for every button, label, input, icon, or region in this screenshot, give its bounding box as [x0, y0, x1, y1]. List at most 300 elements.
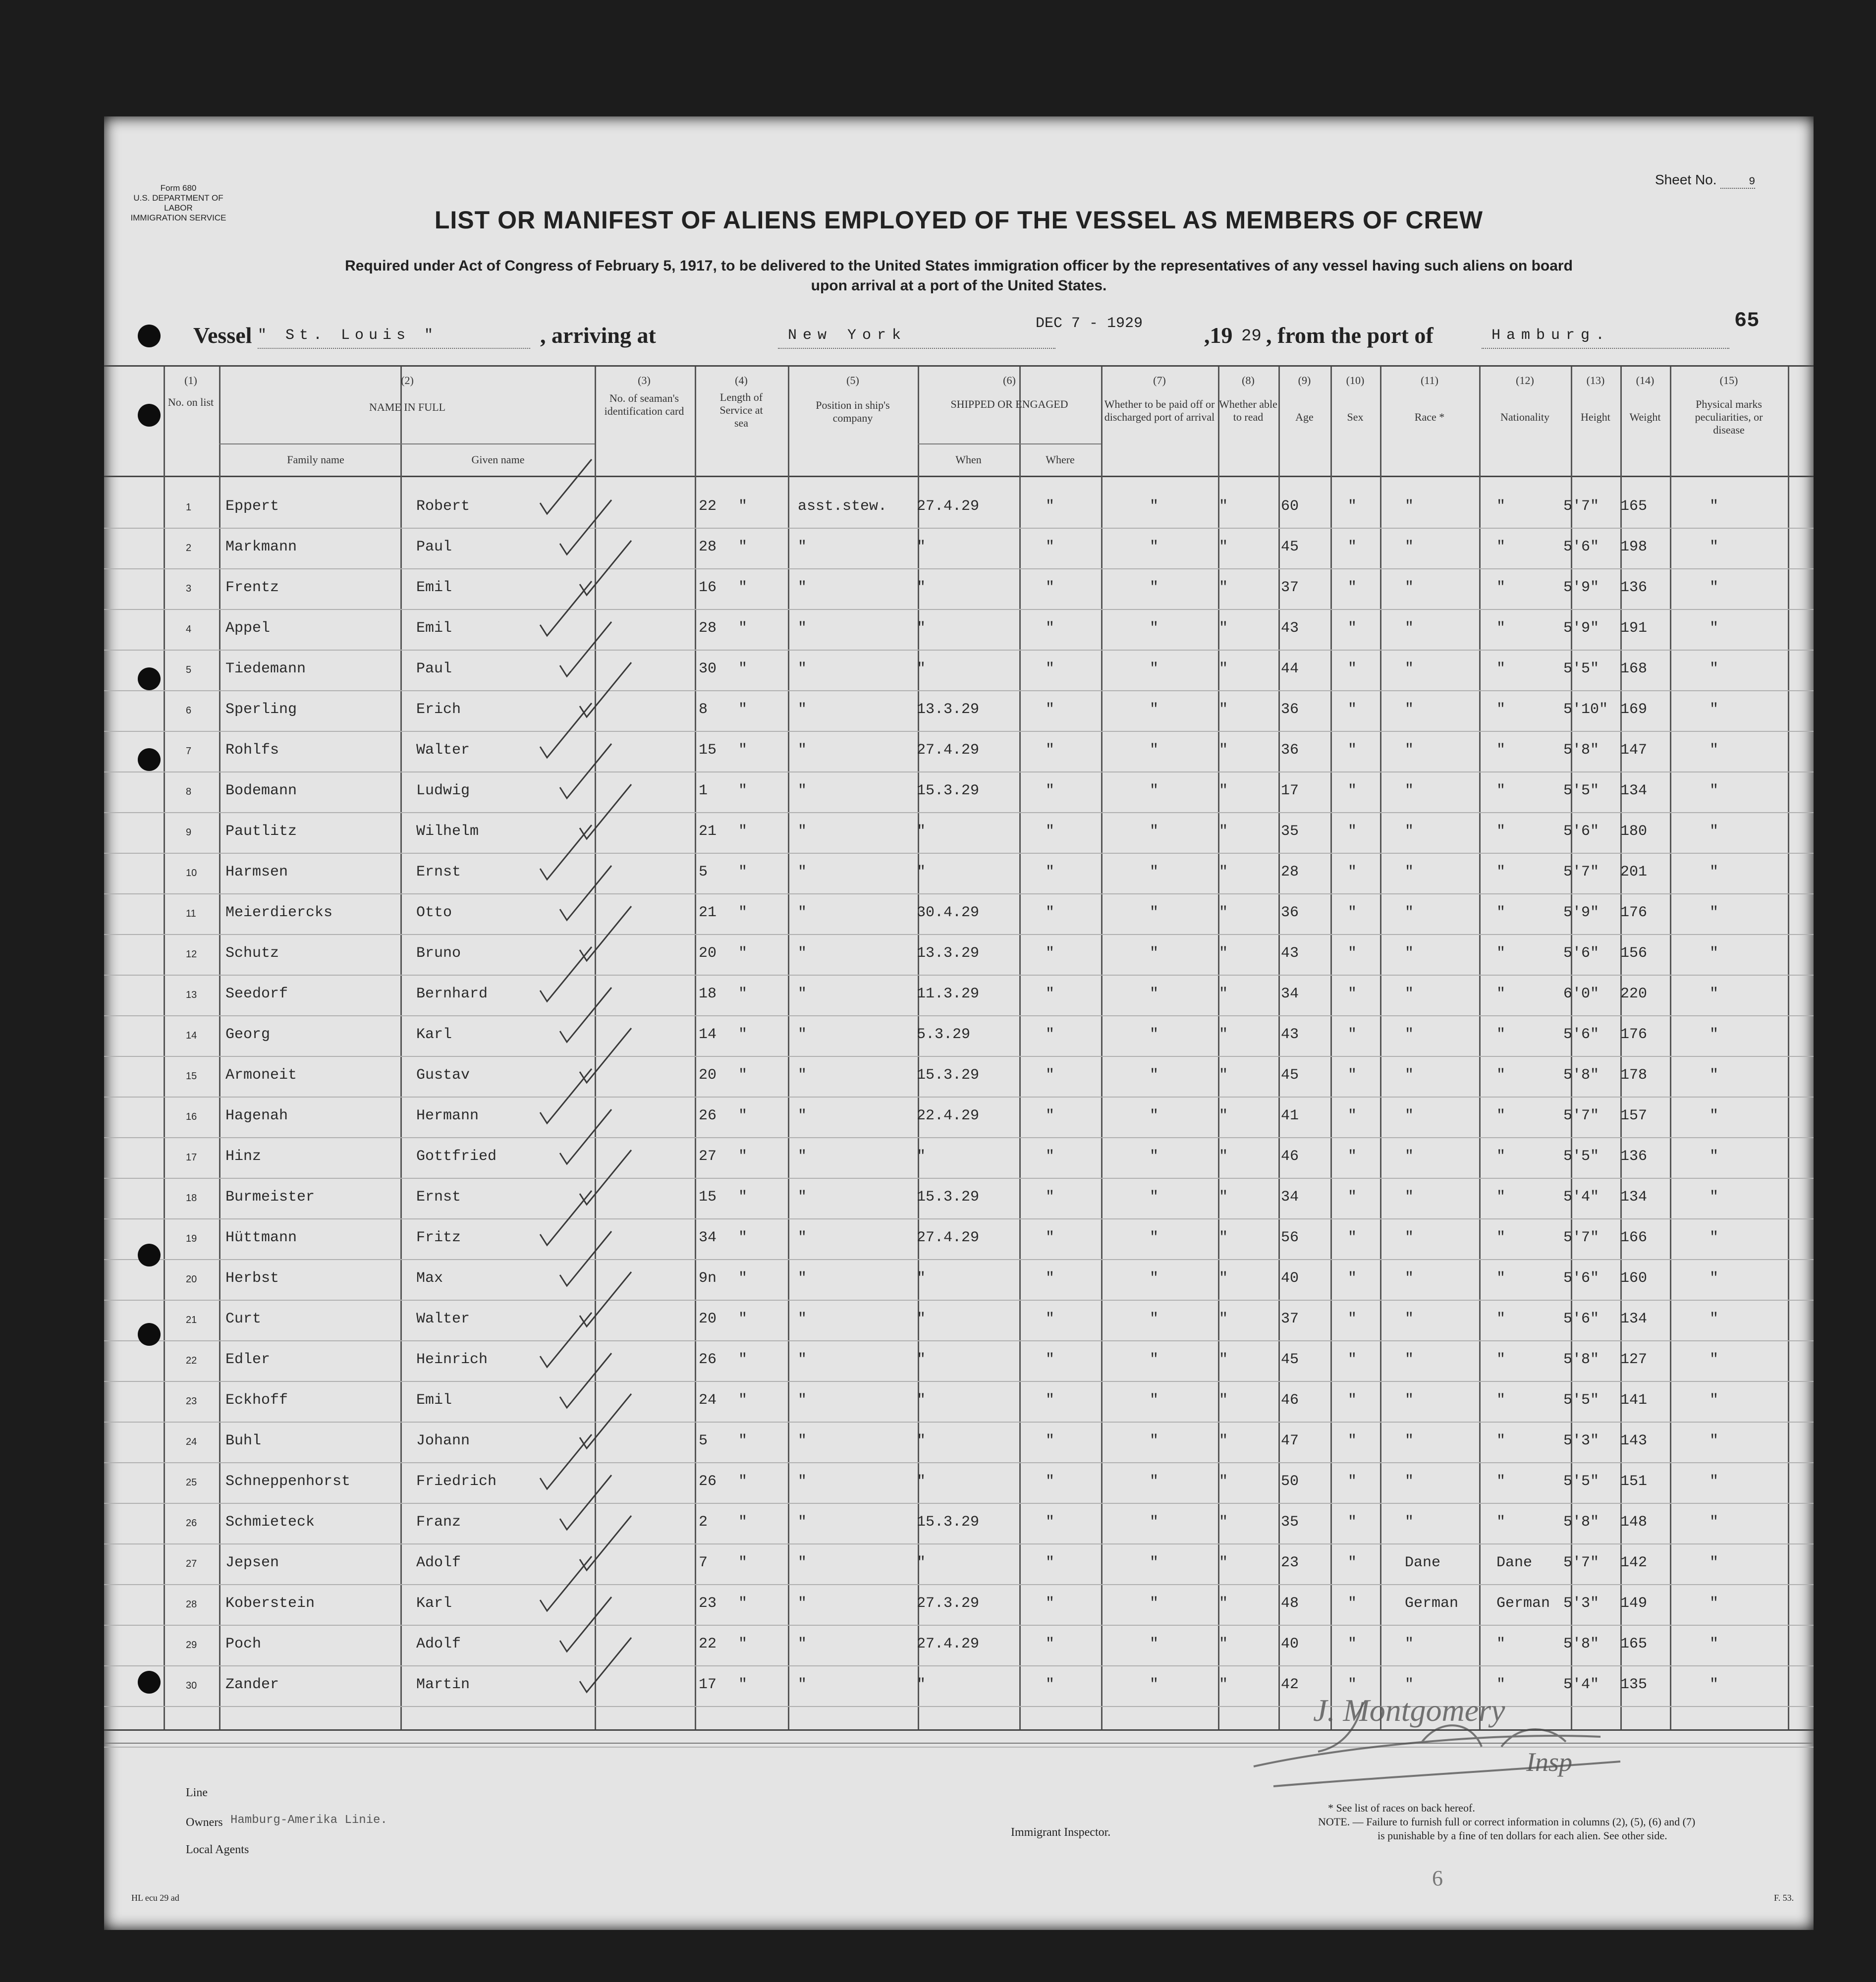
cell-race: "	[1405, 661, 1414, 677]
cell-marks: "	[1710, 1229, 1719, 1246]
cell-height: 6'0"	[1563, 986, 1600, 1002]
cell-where: "	[1046, 1473, 1055, 1490]
cell-sex: "	[1348, 1636, 1357, 1652]
cell-age: 40	[1281, 1636, 1299, 1652]
cell-position: "	[798, 1595, 807, 1612]
check-marks	[104, 116, 1814, 1930]
cell-family: Bodemann	[225, 782, 297, 799]
cell-nationality: "	[1496, 1432, 1506, 1449]
cell-race: "	[1405, 864, 1414, 881]
cell-no: 4	[186, 624, 192, 635]
cell-where: "	[1046, 1595, 1055, 1612]
cell-marks: "	[1710, 1636, 1719, 1652]
cell-when: 27.4.29	[917, 1636, 980, 1652]
cell-read: "	[1219, 1595, 1228, 1612]
date-stamp: DEC 7 - 1929	[1036, 315, 1143, 332]
given-name-header: Given name	[471, 453, 525, 466]
col-15-number: (15)	[1719, 374, 1738, 386]
cell-race: "	[1405, 1311, 1414, 1327]
cell-race: German	[1405, 1595, 1459, 1612]
cell-race: "	[1405, 823, 1414, 840]
cell-read: "	[1219, 1432, 1228, 1449]
cell-paid: "	[1150, 1676, 1159, 1693]
cell-no: 3	[186, 583, 192, 594]
cell-service: 15	[699, 742, 717, 759]
cell-no: 29	[186, 1640, 197, 1651]
cell-weight: 220	[1620, 986, 1648, 1002]
cell-when: "	[917, 1270, 926, 1287]
cell-height: 5'7"	[1563, 1107, 1600, 1124]
cell-position: "	[798, 823, 807, 840]
cell-service: 7	[699, 1554, 708, 1571]
cell-no: 26	[186, 1518, 197, 1529]
cell-read: "	[1219, 1229, 1228, 1246]
col-12-label: Nationality	[1500, 411, 1549, 423]
form-number: Form 680	[160, 183, 197, 193]
cell-where: "	[1046, 1514, 1055, 1531]
cell-sex: "	[1348, 986, 1357, 1002]
cell-height: 5'6"	[1563, 1270, 1600, 1287]
cell-family: Curt	[225, 1311, 262, 1327]
cell-age: 34	[1281, 986, 1299, 1002]
cell-no: 8	[186, 786, 192, 797]
cell-marks: "	[1710, 1189, 1719, 1206]
cell-read: "	[1219, 661, 1228, 677]
cell-when: 27.4.29	[917, 742, 980, 759]
cell-no: 21	[186, 1315, 197, 1325]
cell-family: Burmeister	[225, 1189, 315, 1206]
cell-race: "	[1405, 1107, 1414, 1124]
cell-position: "	[798, 1311, 807, 1327]
cell-when: "	[917, 539, 926, 555]
cell-weight: 147	[1620, 742, 1648, 759]
cell-race: "	[1405, 1026, 1414, 1043]
cell-nationality: "	[1496, 1636, 1506, 1652]
cell-service: 21	[699, 823, 717, 840]
page-number: 65	[1734, 309, 1760, 332]
sheet-number-value: 9	[1720, 175, 1755, 189]
cell-svc-ditto: "	[738, 620, 748, 637]
check-mark	[560, 1353, 611, 1408]
cell-no: 27	[186, 1558, 197, 1569]
cell-paid: "	[1150, 1432, 1159, 1449]
cell-nationality: "	[1496, 1392, 1506, 1409]
cell-no: 30	[186, 1680, 197, 1691]
cell-position: "	[798, 1636, 807, 1652]
cell-weight: 143	[1620, 1432, 1648, 1449]
col-12-number: (12)	[1516, 374, 1534, 386]
cell-height: 5'9"	[1563, 579, 1600, 596]
cell-when: "	[917, 1676, 926, 1693]
cell-when: 15.3.29	[917, 1067, 980, 1084]
cell-height: 5'3"	[1563, 1595, 1600, 1612]
cell-when: 15.3.29	[917, 782, 980, 799]
cell-sex: "	[1348, 823, 1357, 840]
cell-sex: "	[1348, 1595, 1357, 1612]
cell-paid: "	[1150, 782, 1159, 799]
cell-service: 22	[699, 1636, 717, 1652]
cell-when: "	[917, 1473, 926, 1490]
cell-nationality: "	[1496, 1189, 1506, 1206]
cell-family: Jepsen	[225, 1554, 279, 1571]
line-label: Line	[186, 1786, 208, 1799]
cell-age: 43	[1281, 620, 1299, 637]
cell-read: "	[1219, 701, 1228, 718]
cell-when: "	[917, 1311, 926, 1327]
cell-nationality: "	[1496, 1067, 1506, 1084]
cell-position: "	[798, 1148, 807, 1165]
cell-read: "	[1219, 1392, 1228, 1409]
cell-read: "	[1219, 1026, 1228, 1043]
cell-race: "	[1405, 701, 1414, 718]
cell-read: "	[1219, 579, 1228, 596]
cell-weight: 149	[1620, 1595, 1648, 1612]
cell-where: "	[1046, 742, 1055, 759]
cell-no: 28	[186, 1599, 197, 1610]
cell-race: "	[1405, 945, 1414, 962]
col-6-label: SHIPPED OR ENGAGED	[950, 398, 1068, 410]
cell-marks: "	[1710, 1595, 1719, 1612]
cell-when: 30.4.29	[917, 904, 980, 921]
cell-age: 36	[1281, 701, 1299, 718]
cell-svc-ditto: "	[738, 823, 748, 840]
cell-paid: "	[1150, 661, 1159, 677]
cell-svc-ditto: "	[738, 1514, 748, 1531]
cell-nationality: "	[1496, 1026, 1506, 1043]
cell-read: "	[1219, 1067, 1228, 1084]
cell-family: Eckhoff	[225, 1392, 288, 1409]
cell-height: 5'9"	[1563, 904, 1600, 921]
subtitle-line-1: Required under Act of Congress of February 5, 1917, to be delivered to the United States immigration officer by the representatives of any vessel having such aliens on board	[345, 258, 1573, 274]
cell-svc-ditto: "	[738, 1554, 748, 1571]
cell-where: "	[1046, 579, 1055, 596]
cell-given: Wilhelm	[416, 823, 479, 840]
cell-paid: "	[1150, 1473, 1159, 1490]
cell-height: 5'7"	[1563, 1554, 1600, 1571]
cell-position: "	[798, 1351, 807, 1368]
cell-no: 2	[186, 543, 192, 553]
cell-position: "	[798, 1270, 807, 1287]
cell-paid: "	[1150, 498, 1159, 515]
check-mark	[560, 988, 611, 1042]
cell-where: "	[1046, 1026, 1055, 1043]
cell-position: "	[798, 620, 807, 637]
cell-read: "	[1219, 945, 1228, 962]
cell-where: "	[1046, 1067, 1055, 1084]
cell-where: "	[1046, 823, 1055, 840]
departure-port: Hamburg.	[1491, 327, 1611, 344]
col-4-label: Length of Service at sea	[719, 391, 763, 429]
owners-value: Hamburg-Amerika Linie.	[230, 1814, 387, 1827]
cell-read: "	[1219, 782, 1228, 799]
cell-when: 15.3.29	[917, 1189, 980, 1206]
cell-nationality: "	[1496, 498, 1506, 515]
cell-paid: "	[1150, 1636, 1159, 1652]
col-1-label: No. on list	[167, 396, 214, 408]
cell-age: 35	[1281, 1514, 1299, 1531]
cell-height: 5'6"	[1563, 1026, 1600, 1043]
cell-paid: "	[1150, 986, 1159, 1002]
cell-family: Poch	[225, 1636, 262, 1652]
cell-read: "	[1219, 620, 1228, 637]
cell-race: "	[1405, 539, 1414, 555]
cell-given: Walter	[416, 1311, 470, 1327]
cell-age: 46	[1281, 1148, 1299, 1165]
cell-age: 36	[1281, 904, 1299, 921]
cell-age: 43	[1281, 945, 1299, 962]
cell-position: "	[798, 945, 807, 962]
cell-svc-ditto: "	[738, 1067, 748, 1084]
cell-service: 27	[699, 1148, 717, 1165]
cell-marks: "	[1710, 742, 1719, 759]
local-agents-label: Local Agents	[186, 1843, 249, 1856]
punch-hole	[138, 1323, 161, 1346]
cell-when: 11.3.29	[917, 986, 980, 1002]
arrival-port: New York	[788, 327, 907, 344]
cell-sex: "	[1348, 539, 1357, 555]
cell-read: "	[1219, 1676, 1228, 1693]
cell-sex: "	[1348, 498, 1357, 515]
cell-service: 22	[699, 498, 717, 515]
cell-when: 27.4.29	[917, 1229, 980, 1246]
cell-when: "	[917, 579, 926, 596]
cell-when: 5.3.29	[917, 1026, 971, 1043]
check-mark	[560, 500, 611, 554]
cell-position: "	[798, 1067, 807, 1084]
cell-position: "	[798, 1473, 807, 1490]
cell-nationality: German	[1496, 1595, 1550, 1612]
cell-height: 5'5"	[1563, 1392, 1600, 1409]
cell-marks: "	[1710, 945, 1719, 962]
cell-paid: "	[1150, 1595, 1159, 1612]
cell-age: 36	[1281, 742, 1299, 759]
cell-service: 26	[699, 1473, 717, 1490]
cell-race: "	[1405, 1351, 1414, 1368]
cell-family: Hagenah	[225, 1107, 288, 1124]
cell-nationality: "	[1496, 1473, 1506, 1490]
cell-service: 1	[699, 782, 708, 799]
cell-no: 19	[186, 1233, 197, 1244]
cell-given: Walter	[416, 742, 470, 759]
cell-sex: "	[1348, 1676, 1357, 1693]
service-name: IMMIGRATION SERVICE	[130, 213, 226, 222]
cell-service: 15	[699, 1189, 717, 1206]
cell-svc-ditto: "	[738, 579, 748, 596]
cell-height: 5'7"	[1563, 498, 1600, 515]
cell-nationality: "	[1496, 1270, 1506, 1287]
cell-race: "	[1405, 1514, 1414, 1531]
cell-height: 5'4"	[1563, 1189, 1600, 1206]
check-mark	[540, 459, 592, 514]
cell-marks: "	[1710, 661, 1719, 677]
cell-nationality: "	[1496, 945, 1506, 962]
check-mark	[560, 1597, 611, 1652]
cell-given: Ernst	[416, 864, 461, 881]
col-5-number: (5)	[846, 374, 859, 386]
cell-where: "	[1046, 1148, 1055, 1165]
cell-service: 18	[699, 986, 717, 1002]
cell-height: 5'5"	[1563, 661, 1600, 677]
cell-no: 7	[186, 746, 192, 757]
cell-weight: 134	[1620, 1189, 1648, 1206]
cell-given: Heinrich	[416, 1351, 488, 1368]
cell-family: Eppert	[225, 498, 279, 515]
cell-service: 20	[699, 1067, 717, 1084]
cell-position: "	[798, 986, 807, 1002]
cell-given: Ernst	[416, 1189, 461, 1206]
cell-sex: "	[1348, 1270, 1357, 1287]
cell-nationality: "	[1496, 579, 1506, 596]
cell-sex: "	[1348, 782, 1357, 799]
cell-when: 27.4.29	[917, 498, 980, 515]
cell-race: "	[1405, 1148, 1414, 1165]
cell-read: "	[1219, 864, 1228, 881]
cell-no: 23	[186, 1396, 197, 1407]
check-mark	[580, 1638, 631, 1692]
cell-paid: "	[1150, 1392, 1159, 1409]
printer-code: HL ecu 29 ad	[131, 1893, 179, 1903]
col-4-number: (4)	[735, 374, 748, 386]
col-2-number: (2)	[401, 374, 414, 386]
cell-svc-ditto: "	[738, 1432, 748, 1449]
cell-given: Erich	[416, 701, 461, 718]
cell-age: 28	[1281, 864, 1299, 881]
cell-marks: "	[1710, 1107, 1719, 1124]
cell-read: "	[1219, 742, 1228, 759]
cell-position: "	[798, 1676, 807, 1693]
pencil-mark: 6	[1432, 1866, 1443, 1890]
cell-race: "	[1405, 1392, 1414, 1409]
cell-marks: "	[1710, 1554, 1719, 1571]
cell-height: 5'8"	[1563, 1514, 1600, 1531]
cell-height: 5'5"	[1563, 1148, 1600, 1165]
cell-weight: 136	[1620, 1148, 1648, 1165]
cell-service: 17	[699, 1676, 717, 1693]
cell-weight: 165	[1620, 1636, 1648, 1652]
cell-sex: "	[1348, 620, 1357, 637]
cell-marks: "	[1710, 1514, 1719, 1531]
col-10-label: Sex	[1347, 411, 1364, 423]
cell-race: "	[1405, 1189, 1414, 1206]
penalty-note-1: NOTE. — Failure to furnish full or correct information in columns (2), (5), (6) and (7)	[1318, 1816, 1696, 1828]
cell-nationality: "	[1496, 539, 1506, 555]
cell-paid: "	[1150, 742, 1159, 759]
immigrant-inspector-label: Immigrant Inspector.	[1011, 1826, 1111, 1839]
cell-marks: "	[1710, 1351, 1719, 1368]
col-1-number: (1)	[184, 374, 197, 386]
cell-paid: "	[1150, 620, 1159, 637]
cell-when: "	[917, 1351, 926, 1368]
cell-paid: "	[1150, 1067, 1159, 1084]
cell-when: "	[917, 823, 926, 840]
cell-weight: 141	[1620, 1392, 1648, 1409]
cell-given: Gottfried	[416, 1148, 497, 1165]
cell-race: "	[1405, 620, 1414, 637]
cell-family: Sperling	[225, 701, 297, 718]
cell-height: 5'6"	[1563, 1311, 1600, 1327]
cell-svc-ditto: "	[738, 661, 748, 677]
shipped-where-header: Where	[1046, 453, 1075, 466]
cell-where: "	[1046, 986, 1055, 1002]
cell-sex: "	[1348, 1189, 1357, 1206]
cell-sex: "	[1348, 1067, 1357, 1084]
cell-sex: "	[1348, 1514, 1357, 1531]
cell-svc-ditto: "	[738, 1351, 748, 1368]
check-mark	[560, 866, 611, 920]
cell-svc-ditto: "	[738, 1595, 748, 1612]
cell-position: "	[798, 1554, 807, 1571]
cell-paid: "	[1150, 904, 1159, 921]
cell-age: 45	[1281, 539, 1299, 555]
cell-paid: "	[1150, 539, 1159, 555]
cell-where: "	[1046, 1636, 1055, 1652]
cell-family: Zander	[225, 1676, 279, 1693]
cell-where: "	[1046, 1311, 1055, 1327]
cell-where: "	[1046, 1351, 1055, 1368]
cell-family: Pautlitz	[225, 823, 297, 840]
cell-marks: "	[1710, 986, 1719, 1002]
cell-svc-ditto: "	[738, 1392, 748, 1409]
cell-weight: 148	[1620, 1514, 1648, 1531]
cell-read: "	[1219, 823, 1228, 840]
cell-marks: "	[1710, 620, 1719, 637]
cell-marks: "	[1710, 782, 1719, 799]
cell-read: "	[1219, 1514, 1228, 1531]
cell-marks: "	[1710, 1270, 1719, 1287]
cell-weight: 134	[1620, 782, 1648, 799]
cell-where: "	[1046, 1229, 1055, 1246]
owners-label: Owners	[186, 1816, 223, 1829]
shipped-when-header: When	[955, 453, 982, 466]
cell-when: 15.3.29	[917, 1514, 980, 1531]
cell-race: "	[1405, 579, 1414, 596]
cell-age: 41	[1281, 1107, 1299, 1124]
cell-when: 13.3.29	[917, 945, 980, 962]
cell-weight: 178	[1620, 1067, 1648, 1084]
cell-where: "	[1046, 1189, 1055, 1206]
cell-given: Martin	[416, 1676, 470, 1693]
cell-no: 11	[186, 908, 196, 919]
cell-paid: "	[1150, 1514, 1159, 1531]
cell-given: Karl	[416, 1026, 452, 1043]
cell-position: "	[798, 1392, 807, 1409]
cell-weight: 169	[1620, 701, 1648, 718]
cell-service: 2	[699, 1514, 708, 1531]
cell-given: Emil	[416, 620, 452, 637]
vessel-name: " St. Louis "	[258, 327, 439, 344]
cell-race: "	[1405, 1473, 1414, 1490]
cell-read: "	[1219, 1148, 1228, 1165]
cell-marks: "	[1710, 498, 1719, 515]
department-name: U.S. DEPARTMENT OF LABOR	[133, 193, 223, 213]
cell-sex: "	[1348, 1229, 1357, 1246]
punch-hole	[138, 1244, 161, 1266]
cell-nationality: "	[1496, 1676, 1506, 1693]
cell-sex: "	[1348, 1554, 1357, 1571]
cell-sex: "	[1348, 1107, 1357, 1124]
cell-nationality: Dane	[1496, 1554, 1533, 1571]
cell-no: 24	[186, 1436, 197, 1447]
cell-no: 1	[186, 502, 192, 513]
cell-paid: "	[1150, 701, 1159, 718]
cell-family: Frentz	[225, 579, 279, 596]
cell-service: 28	[699, 539, 717, 555]
cell-given: Karl	[416, 1595, 452, 1612]
cell-height: 5'8"	[1563, 1351, 1600, 1368]
cell-family: Markmann	[225, 539, 297, 555]
cell-svc-ditto: "	[738, 1270, 748, 1287]
cell-sex: "	[1348, 945, 1357, 962]
